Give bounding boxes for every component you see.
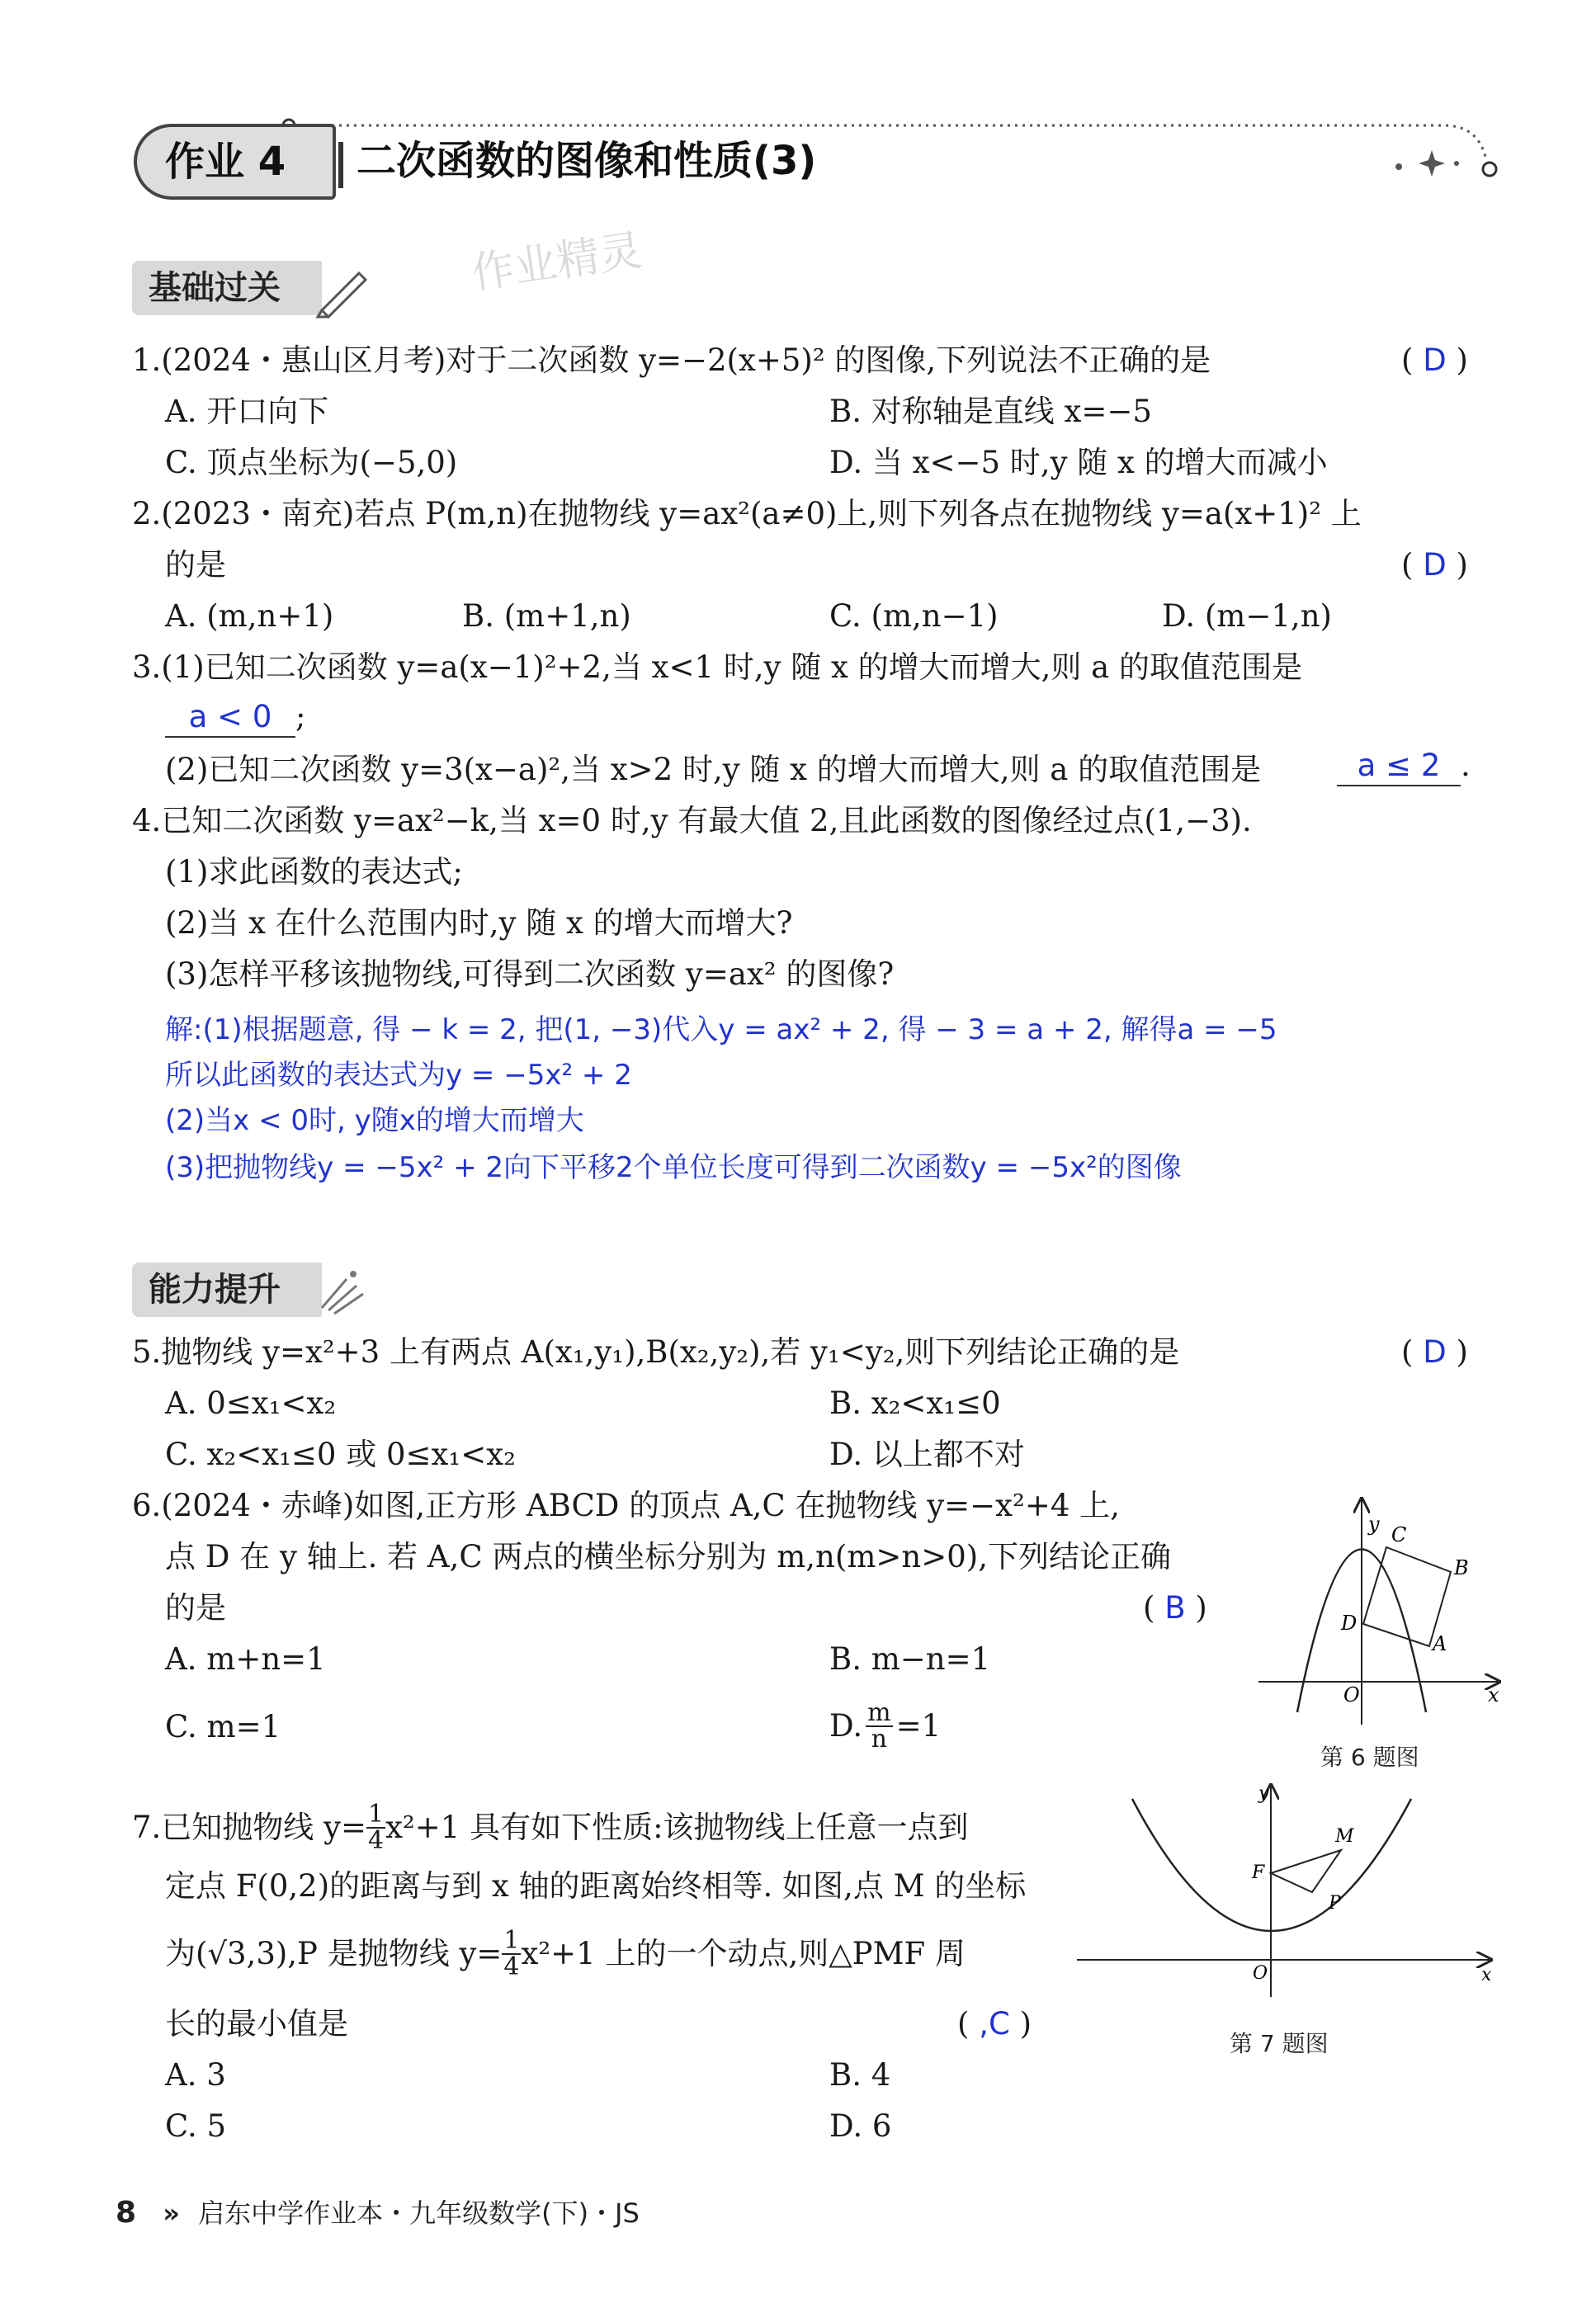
q2-option-d: D. (m−1,n) xyxy=(1162,598,1332,634)
q3-blank2-row xyxy=(1337,747,1471,786)
q1-option-d: D. 当 x<−5 时,y 随 x 的增大而减小 xyxy=(829,445,1328,480)
q6-option-d-denominator: n xyxy=(871,1725,887,1754)
q3-answer1: a < 0 xyxy=(165,698,295,738)
q4-stem: 4.已知二次函数 y=ax²−k,当 x=0 时,y 有最大值 2,且此函数的图像经过点(1,−3). xyxy=(132,803,1252,838)
q7-option-b: B. 4 xyxy=(829,2057,891,2093)
fig7-label-x: x xyxy=(1481,1965,1492,1985)
sparkle-icon xyxy=(314,1263,371,1320)
watermark: 作业精灵 xyxy=(468,225,645,300)
q6-stem-3: 的是 xyxy=(165,1590,226,1626)
q6-answer-bracket: ( B ) xyxy=(1143,1590,1207,1626)
q7-fraction-1-num: 1 xyxy=(367,1800,385,1829)
q3-part1-end: ; xyxy=(295,699,306,734)
figure-6 xyxy=(1238,1485,1518,1733)
q5-option-a: A. 0≤x₁<x₂ xyxy=(165,1385,337,1421)
assignment-tag: 作业 4 xyxy=(134,124,336,200)
fig7-label-p: P xyxy=(1329,1893,1341,1914)
fig7-triangle xyxy=(1271,1850,1341,1892)
q7-stem-1 xyxy=(132,1795,969,1861)
q2-answer: D xyxy=(1423,547,1447,583)
fig7-label-o: O xyxy=(1253,1963,1268,1984)
fig6-diagonal xyxy=(1363,1547,1386,1624)
q7-stem-3b: x²+1 上的一个动点,则△PMF 周 xyxy=(521,1936,966,1971)
q6-stem-1: 6.(2024・赤峰)如图,正方形 ABCD 的顶点 A,C 在抛物线 y=−x²+4 上, xyxy=(132,1488,1120,1523)
q6-option-d-fraction xyxy=(866,1698,892,1754)
q3-part1: 3.(1)已知二次函数 y=a(x−1)²+2,当 x<1 时,y 随 x 的增大而增大,则 a 的取值范围是 xyxy=(132,649,1302,685)
q5-stem: 5.抛物线 y=x²+3 上有两点 A(x₁,y₁),B(x₂,y₂),若 y₁<y₂,则下列结论正确的是 xyxy=(132,1334,1180,1370)
q2-option-b: B. (m+1,n) xyxy=(462,598,631,634)
q7-fraction-1-den: 4 xyxy=(367,1826,385,1855)
fig6-label-o: O xyxy=(1343,1683,1360,1706)
fig6-label-b: B xyxy=(1454,1556,1469,1579)
footer xyxy=(116,2197,640,2230)
q3-part2: (2)已知二次函数 y=3(x−a)²,当 x>2 时,y 随 x 的增大而增大,则 a 的取值范围是 xyxy=(165,752,1262,787)
pencil-icon xyxy=(314,261,371,319)
q5-option-b: B. x₂<x₁≤0 xyxy=(829,1385,1001,1421)
q3-blank1-row xyxy=(165,698,305,738)
q1-option-a: A. 开口向下 xyxy=(165,394,329,429)
page-number: 8 xyxy=(116,2196,137,2230)
q7-fraction-2-num: 1 xyxy=(503,1926,520,1955)
q1-option-b: B. 对称轴是直线 x=−5 xyxy=(829,394,1152,429)
q6-option-a: A. m+n=1 xyxy=(165,1641,326,1677)
q7-stem-3a: 为(√3,3),P 是抛物线 y= xyxy=(165,1936,503,1971)
q5-answer-bracket: ( D ) xyxy=(1401,1334,1468,1370)
q4-sub1: (1)求此函数的表达式; xyxy=(165,854,463,890)
fig6-label-x: x xyxy=(1488,1683,1499,1706)
q4-sub3: (3)怎样平移该抛物线,可得到二次函数 y=ax² 的图像? xyxy=(165,956,895,992)
q6-figure-caption: 第 6 题图 xyxy=(1320,1744,1419,1771)
q7-fraction-1 xyxy=(366,1802,385,1853)
fig7-label-m: M xyxy=(1335,1826,1354,1847)
q7-option-a: A. 3 xyxy=(165,2057,226,2093)
q2-option-a: A. (m,n+1) xyxy=(165,598,334,634)
q3-part2-end: . xyxy=(1461,748,1471,783)
q1-stem: 1.(2024・惠山区月考)对于二次函数 y=−2(x+5)² 的图像,下列说法不正确的是 xyxy=(132,342,1211,378)
fig7-label-f: F xyxy=(1252,1862,1265,1883)
fig6-label-c: C xyxy=(1391,1523,1407,1546)
q3-answer2: a ≤ 2 xyxy=(1337,747,1461,786)
q4-solution-3: (2)当x < 0时, y随x的增大而增大 xyxy=(165,1104,584,1137)
q6-option-d-rest: =1 xyxy=(895,1708,942,1744)
q4-solution-1: 解:(1)根据题意, 得 − k = 2, 把(1, −3)代入y = ax² + 2, 得 − 3 = a + 2, 解得a = −5 xyxy=(165,1013,1277,1046)
q7-stem-4: 长的最小值是 xyxy=(165,2006,348,2042)
q7-figure-caption: 第 7 题图 xyxy=(1230,2030,1329,2057)
q7-fraction-2-den: 4 xyxy=(503,1952,520,1981)
q7-stem-2: 定点 F(0,2)的距离与到 x 轴的距离始终相等. 如图,点 M 的坐标 xyxy=(165,1868,1027,1904)
q6-option-d xyxy=(829,1695,941,1758)
q2-stem-cont: 的是 xyxy=(165,547,226,583)
q5-option-d: D. 以上都不对 xyxy=(829,1437,1025,1472)
header-divider xyxy=(338,142,343,188)
q4-sub2: (2)当 x 在什么范围内时,y 随 x 的增大而增大? xyxy=(165,905,793,941)
q7-option-d: D. 6 xyxy=(829,2108,892,2144)
chevron-icon: » xyxy=(163,2197,180,2229)
q4-solution-4: (3)把抛物线y = −5x² + 2向下平移2个单位长度可得到二次函数y = −5x²的图像 xyxy=(165,1151,1182,1184)
q5-answer: D xyxy=(1423,1334,1447,1370)
q2-option-c: C. (m,n−1) xyxy=(829,598,999,634)
q1-option-c: C. 顶点坐标为(−5,0) xyxy=(165,445,458,480)
figure-7 xyxy=(1073,1774,1502,2022)
q6-option-d-numerator: m xyxy=(867,1698,891,1727)
q7-option-c: C. 5 xyxy=(165,2108,227,2144)
q1-answer: D xyxy=(1423,342,1447,378)
q6-option-b: B. m−n=1 xyxy=(829,1641,991,1677)
q7-stem-1b: x²+1 具有如下性质:该抛物线上任意一点到 xyxy=(385,1810,969,1845)
fig6-label-d: D xyxy=(1341,1612,1358,1635)
q1-answer-bracket: ( D ) xyxy=(1401,342,1468,378)
section-title-advanced: 能力提升 xyxy=(132,1263,322,1317)
q6-answer: B xyxy=(1164,1590,1186,1626)
q7-stem-1a: 7.已知抛物线 y= xyxy=(132,1810,366,1845)
q7-answer: ,C xyxy=(979,2006,1010,2042)
fig6-label-a: A xyxy=(1433,1632,1447,1655)
q5-option-c: C. x₂<x₁≤0 或 0≤x₁<x₂ xyxy=(165,1437,516,1472)
q2-stem: 2.(2023・南充)若点 P(m,n)在抛物线 y=ax²(a≠0)上,则下列各点在抛物线 y=a(x+1)² 上 xyxy=(132,496,1362,531)
q7-stem-3 xyxy=(165,1921,966,1987)
q4-solution-2: 所以此函数的表达式为y = −5x² + 2 xyxy=(165,1059,632,1092)
page-title: 二次函数的图像和性质(3) xyxy=(357,138,817,184)
q7-answer-bracket: ( ,C ) xyxy=(957,2006,1032,2042)
section-title-basic: 基础过关 xyxy=(132,261,322,315)
footer-book-title: 启东中学作业本・九年级数学(下)・JS xyxy=(198,2197,640,2229)
q6-option-d-label: D. xyxy=(829,1708,863,1744)
q2-answer-bracket: ( D ) xyxy=(1401,547,1468,583)
q6-option-c: C. m=1 xyxy=(165,1709,281,1744)
q7-fraction-2 xyxy=(502,1928,521,1980)
fig6-label-y: y xyxy=(1368,1513,1380,1536)
q6-stem-2: 点 D 在 y 轴上. 若 A,C 两点的横坐标分别为 m,n(m>n>0),下列结论正确 xyxy=(165,1539,1171,1574)
fig7-label-y: y xyxy=(1258,1783,1269,1804)
